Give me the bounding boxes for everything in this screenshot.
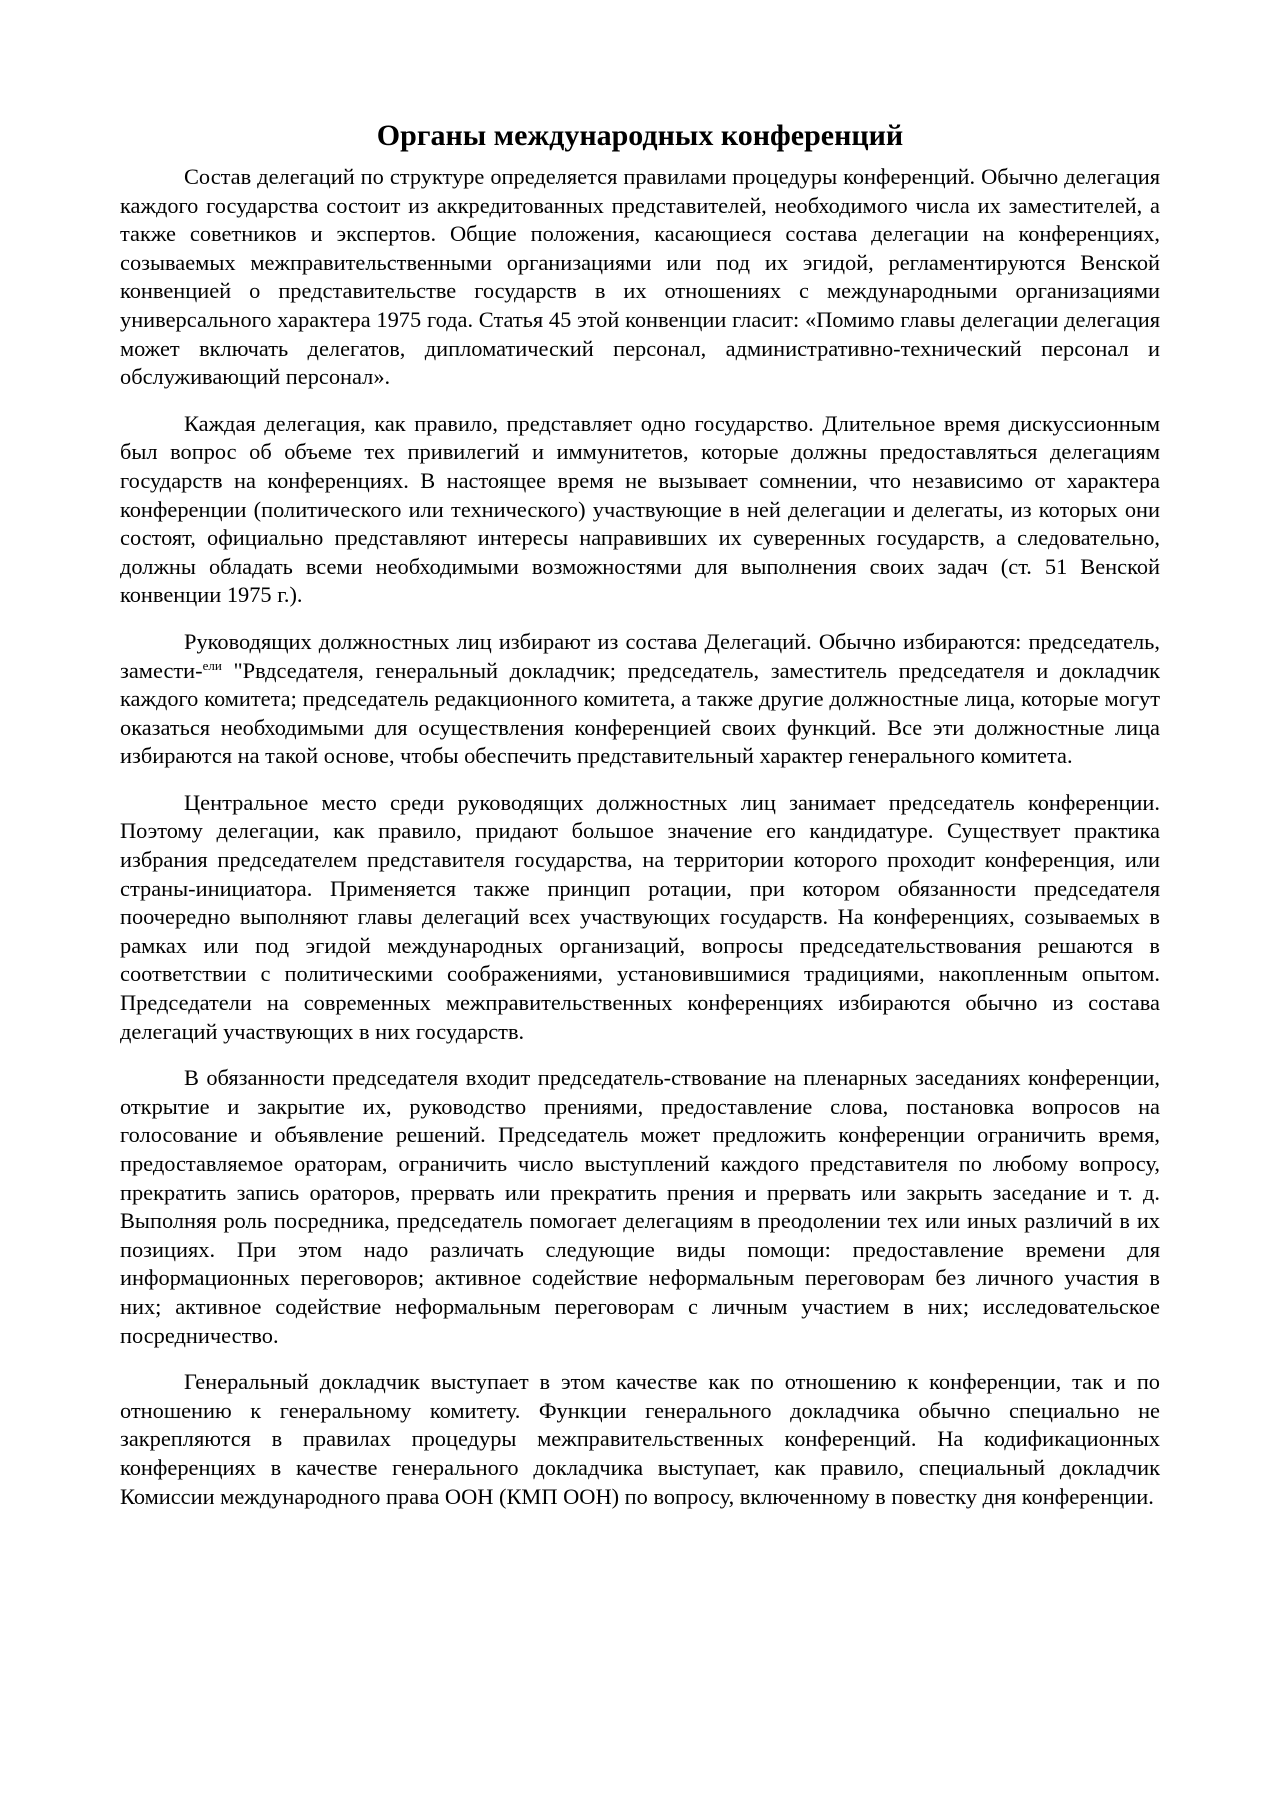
- paragraph-delegation-composition: Состав делегаций по структуре определяется правилами процедуры конференций. Обычно делегация каждого государства состоит из аккредитованных представителей, необходимого числа их заместителей, а также советников и экспертов. Общие положения, касающиеся состава делегации на конференциях, созываемых межправительственными организациями или под их эгидой, регламентируются Венской конвенцией о представительстве государств в их отношениях с международными организациями универсального характера 1975 года. Статья 45 этой конвенции гласит: «Помимо главы делегации делегация может включать делегатов, дипломатический персонал, административно-технический персонал и обслуживающий персонал».: [120, 164, 1160, 390]
- superscript-fragment: ели: [202, 657, 222, 673]
- paragraph-officials-text-end: "Рвдседателя, генеральный докладчик; председатель, заместитель председателя и докладчик каждого комитета; председатель редакционного комитета, а также другие должностные лица, которые могут оказаться необходимыми для осуществления конференцией своих функций. Все эти должностные лица избираются на такой основе, чтобы обеспечить представительный характер генерального комитета.: [120, 657, 1160, 769]
- paragraph-conference-president: Центральное место среди руководящих должностных лиц занимает председатель конференции. Поэтому делегации, как правило, придают большое значение его кандидатуре. Существует практика избрания председателем представителя государства, на территории которого проходит конференция, или страны-инициатора. Применяется также принцип ротации, при котором обязанности председателя поочередно выполняют главы делегаций всех участвующих государств. На конференциях, созываемых в рамках или под эгидой международных организаций, вопросы председательствования решаются в соответствии с политическими соображениями, установившимися традициями, накопленным опытом. Председатели на современных межправительственных конференциях избираются обычно из состава делегаций участвующих в них государств.: [120, 789, 1160, 1044]
- paragraph-officials-election: [120, 628, 1160, 771]
- paragraph-president-duties: В обязанности председателя входит председатель-ствование на пленарных заседаниях конференции, открытие и закрытие их, руководство прениями, предоставление слова, постановка вопросов на голосование и объявление решений. Председатель может предложить конференции ограничить время, предоставляемое ораторам, ограничить число выступлений каждого представителя по любому вопросу, прекратить запись ораторов, прервать или прекратить прения и прервать или закрыть заседание и т. д. Выполняя роль посредника, председатель помогает делегациям в преодолении тех или иных различий в их позициях. При этом надо различать следующие виды помощи: предоставление времени для информационных переговоров; активное содействие неформальным переговорам без личного участия в них; активное содействие неформальным переговорам с личным участием в них; исследовательское посредничество.: [120, 1065, 1160, 1348]
- paragraph-privileges-immunities: Каждая делегация, как правило, представляет одно государство. Длительное время дискуссионным был вопрос об объеме тех привилегий и иммунитетов, которые должны предоставляться делегациям государств на конференциях. В настоящее время не вызывает сомнении, что независимо от характера конференции (политического или технического) участвующие в ней делегации и делегаты, из которых они состоят, официально представляют интересы направивших их суверенных государств, а следовательно, должны обладать всеми необходимыми возможностями для выполнения своих задач (ст. 51 Венской конвенции 1975 г.).: [120, 410, 1160, 608]
- paragraph-officials-text-start: Руководящих должностных лиц избирают из состава Делегаций. Обычно избираются: председатель, замести-: [120, 628, 1160, 683]
- paragraph-general-rapporteur: Генеральный докладчик выступает в этом качестве как по отношению к конференции, так и по отношению к генеральному комитету. Функции генерального докладчика обычно специально не закрепляются в правилах процедуры межправительственных конференций. На кодификационных конференциях в качестве генерального докладчика выступает, как правило, специальный докладчик Комиссии международного права ООН (КМП ООН) по вопросу, включенному в повестку дня конференции.: [120, 1369, 1160, 1509]
- document-page: [120, 118, 1160, 1529]
- document-title: Органы международных конференций: [376, 119, 904, 152]
